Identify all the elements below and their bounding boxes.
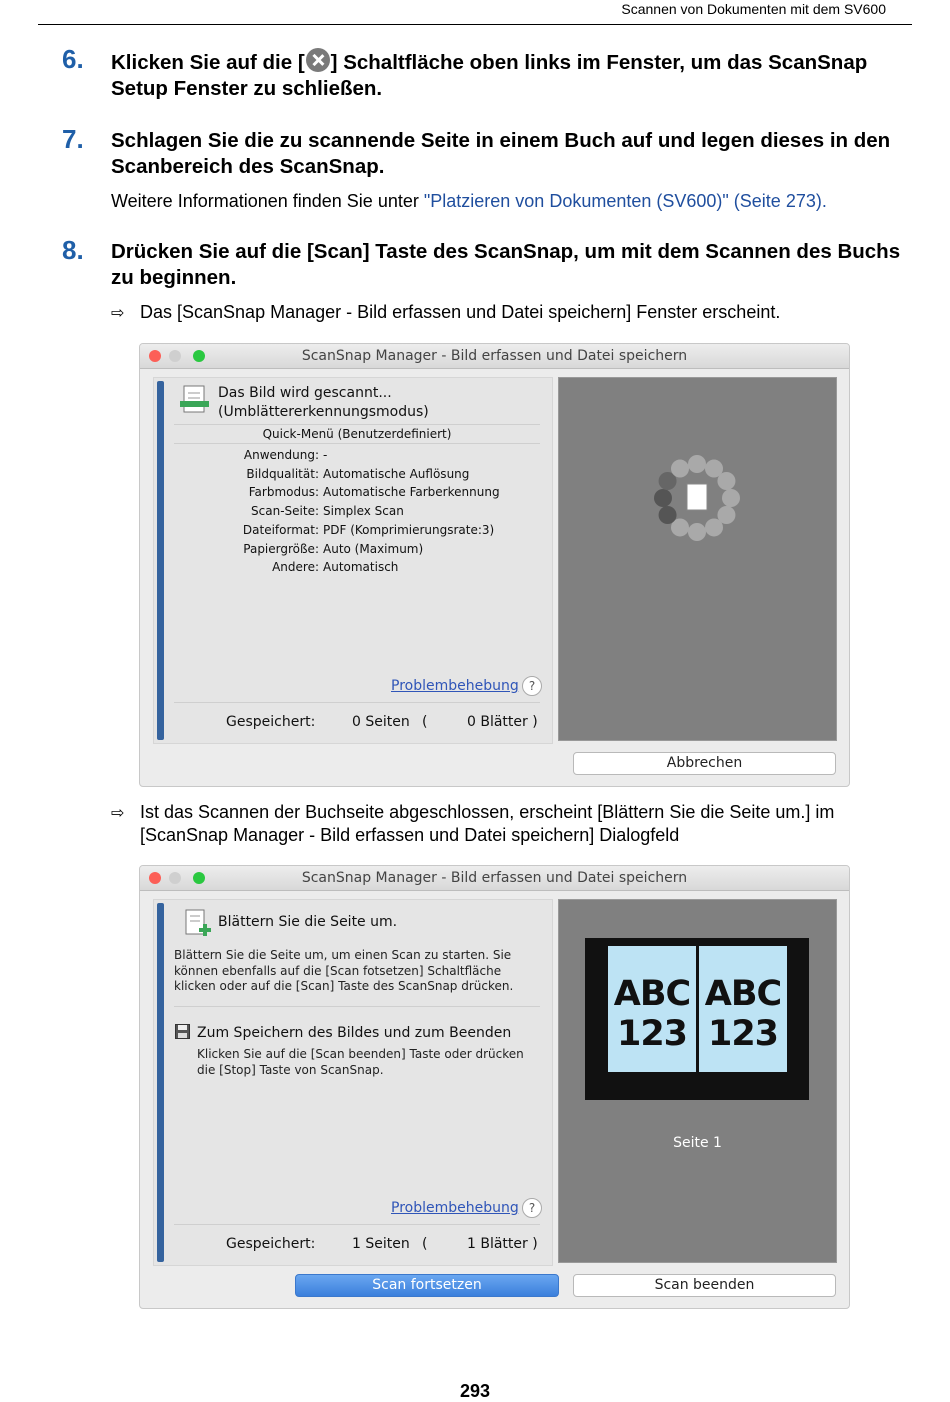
- window-title: ScanSnap Manager - Bild erfassen und Datei speichern: [301, 870, 688, 886]
- loading-spinner-icon: [649, 450, 745, 546]
- help-button[interactable]: ?: [522, 1198, 542, 1218]
- result-arrow-icon: ⇨: [111, 305, 125, 322]
- result-text: Ist das Scannen der Buchseite abgeschlossen, erscheint [Blättern Sie die Seite um.] im [ScanSnap Manager - Bild erfassen und Datei speichern] Dialogfeld: [140, 802, 835, 845]
- saved-pages: 0 Seiten: [352, 714, 410, 730]
- setting-row: [170, 542, 530, 558]
- turn-page-description: Blättern Sie die Seite um, um einen Scan zu starten. Sie können ebenfalls auf die [Scan fotsetzen] Schaltfläche klicken oder auf die [Scan] Taste des ScanSnap drücken.: [174, 948, 514, 993]
- divider: [174, 443, 540, 444]
- preview-pane: [558, 899, 837, 1263]
- scan-status: Das Bild wird gescannt... (Umblättererkennungsmodus): [218, 385, 429, 420]
- paren: (: [422, 1236, 428, 1252]
- troubleshoot-link[interactable]: Problembehebung: [391, 1200, 519, 1216]
- troubleshoot-link[interactable]: Problembehebung: [391, 678, 519, 694]
- turn-page-icon: [184, 908, 212, 940]
- book-preview: [585, 938, 809, 1100]
- saved-label: Gespeichert:: [226, 714, 316, 730]
- step-title: Schlagen Sie die zu scannende Seite in einem Buch auf und legen dieses in den Scanbereich des ScanSnap.: [111, 129, 891, 178]
- page-number: 293: [459, 1381, 491, 1401]
- setting-label: Scan-Seite:: [251, 504, 319, 519]
- right-page: ABC 123: [699, 946, 787, 1072]
- step-title: Klicken Sie auf die [ ] Schaltfläche oben links im Fenster, um das ScanSnap Setup Fenster zu schließen.: [111, 48, 911, 102]
- setting-label: Anwendung:: [243, 448, 319, 462]
- setting-value: Automatische Farberkennung: [323, 485, 500, 500]
- setting-row: [170, 560, 530, 576]
- save-instructions: Klicken Sie auf die [Scan beenden] Taste oder drücken die [Stop] Taste von ScanSnap.: [197, 1047, 524, 1077]
- setting-label: Dateiformat:: [242, 522, 319, 537]
- saved-pages: 1 Seiten: [352, 1236, 410, 1252]
- setting-value: Auto (Maximum): [323, 541, 424, 556]
- divider: [174, 1006, 540, 1007]
- save-disk-icon: [175, 1024, 190, 1039]
- divider: [174, 702, 540, 703]
- scan-dialog-turn-page: [139, 865, 850, 1309]
- cancel-button[interactable]: Abbrechen: [573, 752, 836, 775]
- result-arrow-icon: ⇨: [111, 805, 125, 822]
- accent-bar: [157, 381, 164, 740]
- setting-value: PDF (Komprimierungsrate:3): [323, 522, 495, 537]
- divider: [174, 1224, 540, 1225]
- continue-scan-button[interactable]: Scan fortsetzen: [295, 1274, 559, 1297]
- setting-row: [170, 504, 530, 520]
- page-header: [38, 0, 912, 25]
- title-bar: [140, 344, 849, 369]
- step-number: 6.: [62, 44, 84, 74]
- setting-row: [170, 467, 530, 483]
- step-title: Drücken Sie auf die [Scan] Taste des ScanSnap, um mit dem Scannen des Buchs zu beginnen.: [111, 240, 901, 289]
- scan-document-icon: [180, 384, 210, 416]
- window-title: ScanSnap Manager - Bild erfassen und Datei speichern: [301, 348, 688, 364]
- close-icon: [306, 48, 330, 72]
- quick-menu-heading: Quick-Menü (Benutzerdefiniert): [262, 427, 452, 441]
- setting-label: Papiergröße:: [243, 541, 319, 556]
- setting-label: Bildqualität:: [246, 466, 319, 481]
- header-title: Scannen von Dokumenten mit dem SV600: [621, 1, 886, 17]
- step-number: 8.: [62, 235, 84, 265]
- status-pane: [153, 377, 553, 744]
- saved-sheets: 1 Blätter ): [467, 1236, 538, 1252]
- setting-row: [170, 485, 530, 501]
- step-text: Weitere Informationen finden Sie unter "Platzieren von Dokumenten (SV600)" (Seite 273).: [111, 191, 827, 211]
- saved-sheets: 0 Blätter ): [467, 714, 538, 730]
- turn-page-heading: Blättern Sie die Seite um.: [218, 914, 398, 930]
- setting-row: [170, 448, 530, 464]
- placement-link[interactable]: "Platzieren von Dokumenten (SV600)" (Seite 273).: [423, 191, 827, 211]
- title-bar: [140, 866, 849, 891]
- setting-value: Simplex Scan: [323, 504, 404, 519]
- preview-pane: [558, 377, 837, 741]
- scan-dialog-scanning: [139, 343, 850, 787]
- paren: (: [422, 714, 428, 730]
- setting-label: Andere:: [272, 560, 319, 575]
- accent-bar: [157, 903, 164, 1262]
- save-heading: Zum Speichern des Bildes und zum Beenden: [197, 1025, 512, 1041]
- page-label: Seite 1: [673, 1135, 722, 1151]
- setting-label: Farbmodus:: [248, 485, 319, 500]
- divider: [174, 424, 540, 425]
- setting-value: -: [323, 448, 328, 462]
- left-page: ABC 123: [608, 946, 696, 1072]
- setting-row: [170, 523, 530, 539]
- setting-value: Automatische Auflösung: [323, 466, 470, 481]
- help-button[interactable]: ?: [522, 676, 542, 696]
- result-text: Das [ScanSnap Manager - Bild erfassen und Datei speichern] Fenster erscheint.: [140, 302, 781, 322]
- instruction-pane: [153, 899, 553, 1266]
- step-number: 7.: [62, 124, 84, 154]
- saved-label: Gespeichert:: [226, 1236, 316, 1252]
- setting-value: Automatisch: [323, 560, 399, 575]
- finish-scan-button[interactable]: Scan beenden: [573, 1274, 836, 1297]
